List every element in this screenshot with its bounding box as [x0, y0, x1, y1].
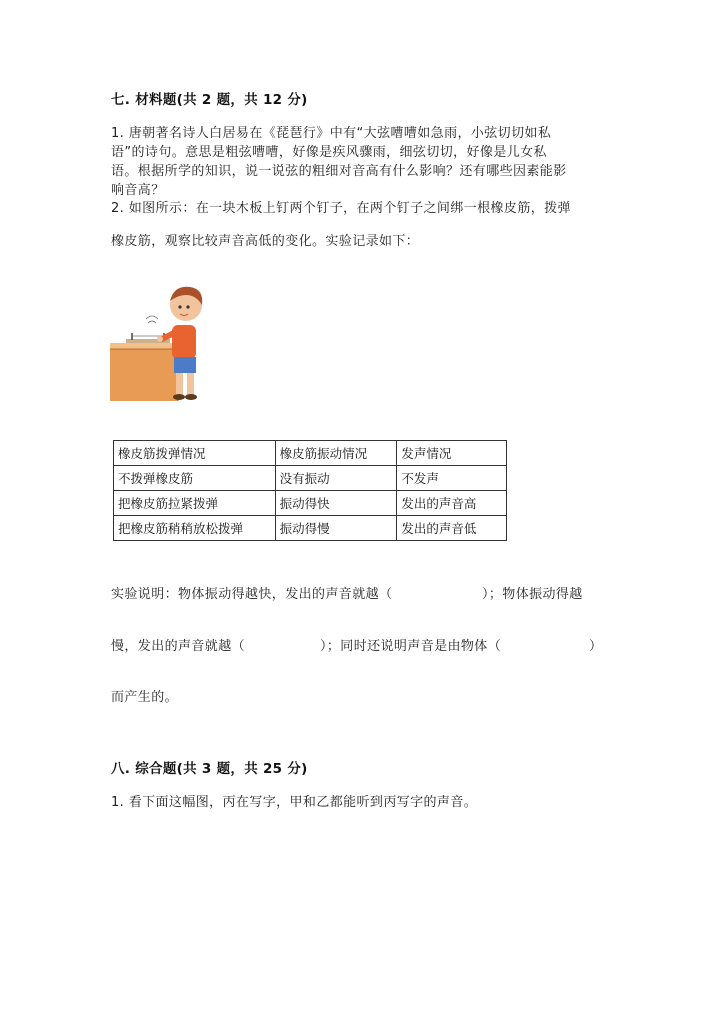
section-8-title: 八. 综合题(共 3 题，共 25 分)	[111, 761, 308, 777]
question-7-2-line1: 2. 如图所示：在一块木板上钉两个钉子，在两个钉子之间绑一根橡皮筋，拨弹	[111, 201, 571, 216]
table-header-cell: 橡皮筋振动情况	[275, 441, 397, 466]
question-line: 语。根据所学的知识，说一说弦的粗细对音高有什么影响？还有哪些因素能影	[111, 164, 567, 179]
question-line: 语”的诗句。意思是粗弦嘈嘈，好像是疾风骤雨，细弦切切，好像是儿女私	[111, 145, 547, 160]
table-cell: 不发声	[397, 466, 507, 491]
table-row	[114, 466, 507, 491]
table-cell: 把橡皮筋拉紧拨弹	[114, 491, 276, 516]
table-cell: 振动得慢	[275, 516, 397, 541]
question-8-1: 1. 看下面这幅图，丙在写字，甲和乙都能听到丙写字的声音。	[111, 795, 478, 810]
table-cell: 不拨弹橡皮筋	[114, 466, 276, 491]
experiment-record-table	[113, 440, 507, 541]
question-line: 1. 唐朝著名诗人白居易在《琵琶行》中有“大弦嘈嘈如急雨，小弦切切如私	[111, 126, 552, 141]
table-row	[114, 491, 507, 516]
table-cell: 振动得快	[275, 491, 397, 516]
explain-line-1-start: 实验说明：物体振动得越快，发出的声音就越（	[111, 587, 393, 602]
explain-line-2-end: ）	[589, 639, 603, 654]
table-header-cell: 橡皮筋拨弹情况	[114, 441, 276, 466]
table-header-row	[114, 441, 507, 466]
boy-plucking-rubber-band-illustration	[108, 281, 204, 403]
table-cell: 发出的声音高	[397, 491, 507, 516]
table-cell: 没有振动	[275, 466, 397, 491]
explain-line-2-start: 慢，发出的声音就越（	[111, 639, 246, 654]
question-7-2-line2: 橡皮筋，观察比较声音高低的变化。实验记录如下：	[111, 234, 420, 249]
explain-line-2-mid: ）；同时还说明声音是由物体（	[320, 639, 502, 654]
question-7-1	[111, 124, 611, 200]
section-7-title: 七. 材料题(共 2 题，共 12 分)	[111, 92, 308, 108]
table-cell: 发出的声音低	[397, 516, 507, 541]
table-row	[114, 516, 507, 541]
table-cell: 把橡皮筋稍稍放松拨弹	[114, 516, 276, 541]
question-line: 响音高？	[111, 183, 165, 198]
explain-line-3: 而产生的。	[111, 690, 179, 705]
table-header-cell: 发声情况	[397, 441, 507, 466]
explain-line-1-end: ）；物体振动得越	[482, 587, 583, 602]
